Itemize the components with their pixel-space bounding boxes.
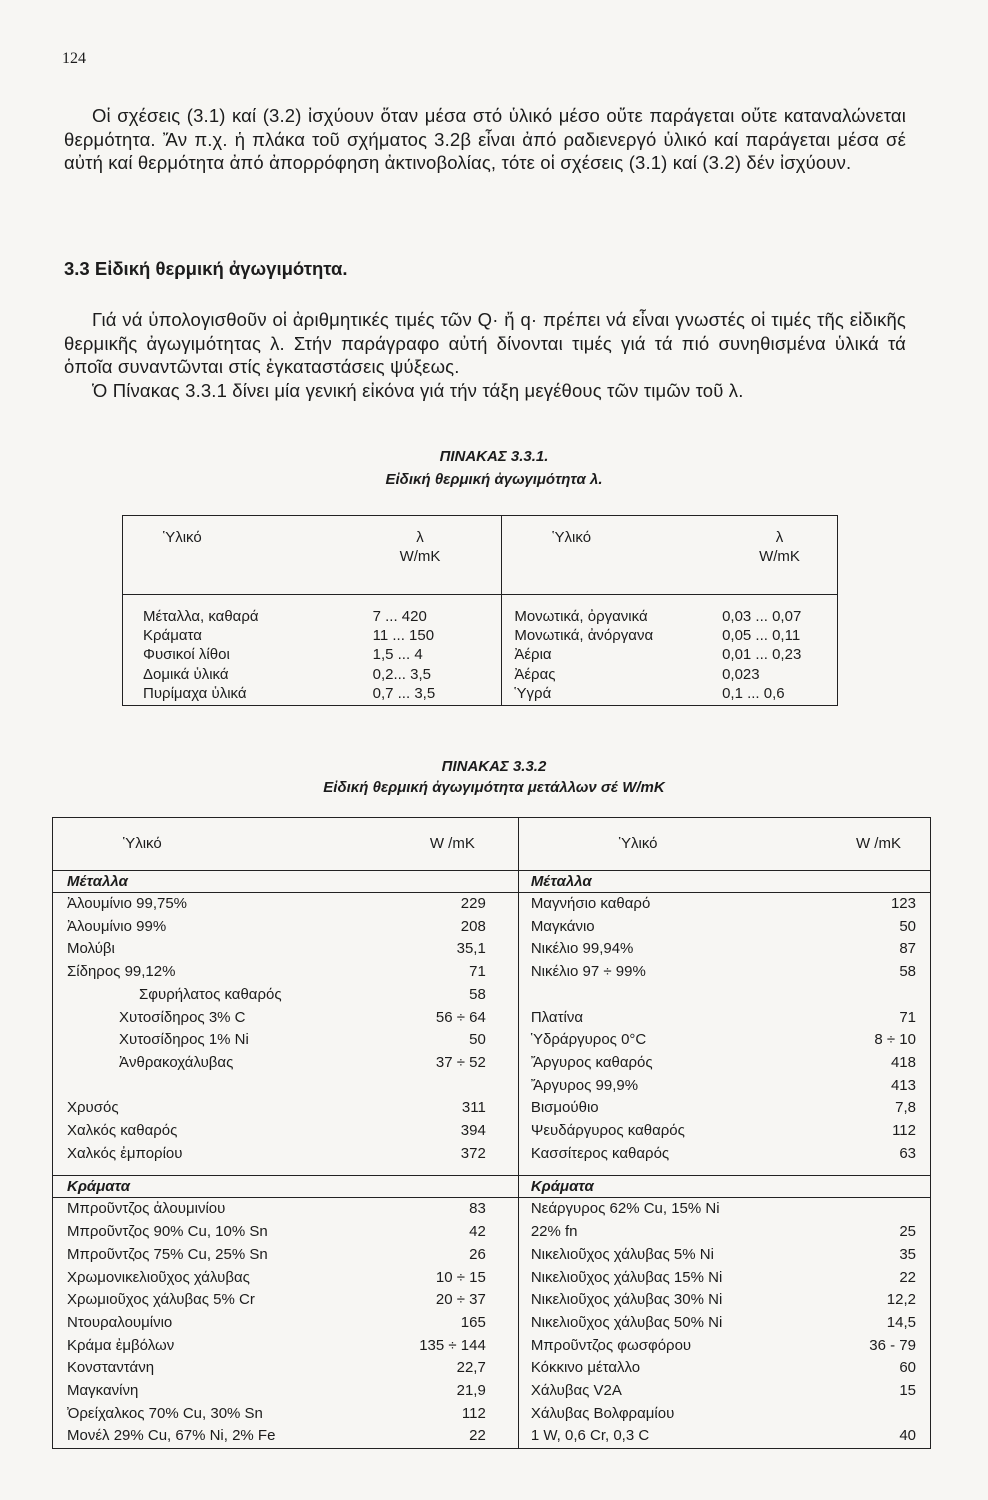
table-row (53, 1357, 931, 1380)
material-name: Ἀλουμίνιο 99,75% (67, 895, 188, 912)
table-row (53, 916, 931, 939)
lambda-value: 123 (890, 895, 916, 912)
material-name: Σίδηρος 99,12% (67, 963, 176, 981)
material-name: Μολύβι (67, 940, 115, 958)
material-name: Ἀέρας (514, 665, 556, 683)
table-row (53, 1244, 931, 1267)
lambda-value: 0,03 ... 0,07 (722, 608, 802, 625)
material-name: Νικελιοῦχος χάλυβας 50% Ni (530, 1313, 723, 1331)
lambda-value: 36 - 79 (869, 1336, 916, 1354)
lambda-value (827, 1403, 931, 1426)
material-name: Χρυσός (67, 1099, 119, 1117)
material-name: Σφυρήλατος καθαρός (139, 985, 282, 1003)
material-name: Βισμούθιο (530, 1099, 599, 1117)
material-name: Μέταλλα, καθαρά (143, 608, 259, 625)
material-name: 22% fn (530, 1223, 578, 1241)
group-separator (53, 1165, 931, 1176)
material-name: Μπροῦντζος 75% Cu, 25% Sn (67, 1245, 268, 1263)
material-name: Ὀρείχαλκος 70% Cu, 30% Sn (67, 1404, 263, 1422)
lambda-value: 8 ÷ 10 (874, 1031, 916, 1049)
lambda-value: 58 (899, 963, 916, 981)
material-name: Ἀέρια (514, 646, 552, 664)
header-material: Ὑλικό (123, 516, 339, 595)
material-name: Μαγκανίνη (67, 1382, 139, 1400)
paragraph-1: Οἱ σχέσεις (3.1) καί (3.2) ἰσχύουν ὅταν μέσα στό ὑλικό μέσο οὔτε παράγεται οὔτε καταναλώνεται θερμότητα. Ἄν π.χ. ἡ πλάκα τοῦ σχήματος 3.2β εἶναι ἀπό ραδιενεργό ὑλικό καί παράγεται μέσα σέ αὐτή καί θερμότητα ἀπό ἀπορρόφηση ἀκτινοβολίας, τότε οἱ σχέσεις (3.1) καί (3.2) δέν ἰσχύουν. (64, 105, 906, 173)
table-header-row (123, 516, 838, 595)
material-name (518, 984, 827, 1007)
lambda-value: 112 (892, 1122, 916, 1140)
section-heading: 3.3 Εἰδική θερμική ἀγωγιμότητα. (64, 258, 348, 279)
lambda-value: 418 (890, 1053, 916, 1071)
material-name: Ἄργυρος καθαρός (530, 1053, 653, 1071)
group-row-metals (53, 871, 931, 893)
alloys-rows (53, 1198, 931, 1449)
table-row (53, 1052, 931, 1075)
lambda-value: 0,05 ... 0,11 (722, 627, 801, 645)
lambda-value: 394 (387, 1120, 518, 1143)
group-label: Κράματα (53, 1176, 387, 1198)
material-name: Χαλκός ἐμπορίου (67, 1144, 183, 1162)
table-body-row (123, 595, 838, 706)
table-header-row (53, 818, 931, 871)
material-name: Μονωτικά, ὀργανικά (514, 608, 648, 625)
group-label-right: Μέταλλα (518, 871, 827, 893)
paragraph-intro (64, 104, 906, 175)
table-row (53, 1403, 931, 1426)
table-row (53, 984, 931, 1007)
table1-caption-title: ΠΙΝΑΚΑΣ 3.3.1. (439, 448, 549, 465)
header-material-right: Ὑλικό (518, 818, 827, 871)
lambda-value: 58 (387, 984, 518, 1007)
material-name: 1 W, 0,6 Cr, 0,3 C (530, 1427, 650, 1445)
lambda-value: 22,7 (387, 1357, 518, 1380)
right-values (722, 595, 837, 706)
lambda-value (827, 984, 931, 1007)
material-name: Ἄργυρος 99,9% (530, 1076, 639, 1094)
material-name: Χυτοσίδηρος 3% C (119, 1008, 246, 1026)
material-name: Κονσταντάνη (67, 1359, 155, 1377)
material-name: Νεάργυρος 62% Cu, 15% Ni (530, 1200, 720, 1218)
lambda-value: 50 (899, 917, 916, 935)
lambda-value: 11 ... 150 (372, 627, 435, 645)
table-row (53, 1120, 931, 1143)
lambda-value: 0,1 ... 0,6 (722, 684, 785, 702)
table-row (53, 1380, 931, 1403)
table-row (53, 961, 931, 984)
lambda-value: 413 (890, 1076, 916, 1094)
header-lambda-right (722, 516, 837, 595)
lambda-value: 21,9 (387, 1380, 518, 1403)
header-material: Ὑλικό (53, 818, 387, 871)
lambda-value: 7 ... 420 (372, 608, 427, 625)
table-row (53, 1198, 931, 1221)
metals-rows (53, 893, 931, 1166)
material-name: Μονωτικά, ἀνόργανα (514, 627, 654, 645)
lambda-value: 40 (899, 1427, 916, 1445)
lambda-value: 0,2... 3,5 (372, 665, 431, 683)
paragraph-3: Ὁ Πίνακας 3.3.1 δίνει μία γενική εἰκόνα γιά τήν τάξη μεγέθους τῶν τιμῶν τοῦ λ. (92, 379, 744, 401)
lambda-value: 56 ÷ 64 (387, 1007, 518, 1030)
material-name: Ἀνθρακοχάλυβας (119, 1053, 234, 1071)
lambda-value: 35 (899, 1245, 916, 1263)
lambda-value: 50 (387, 1029, 518, 1052)
left-values (339, 595, 502, 706)
lambda-value: 0,023 (722, 665, 760, 683)
lambda-value: 71 (387, 961, 518, 984)
table-row (53, 1335, 931, 1358)
page-number: 124 (62, 50, 86, 67)
lambda-value: 20 ÷ 37 (387, 1289, 518, 1312)
group-label: Μέταλλα (53, 871, 387, 893)
material-name: Δομικά ὑλικά (143, 665, 229, 683)
material-name: Νικελιοῦχος χάλυβας 15% Ni (530, 1268, 723, 1286)
lambda-value: 63 (899, 1144, 916, 1162)
lambda-value: 37 ÷ 52 (387, 1052, 518, 1075)
paragraph-section (64, 308, 906, 402)
lambda-value: 1,5 ... 4 (372, 646, 423, 664)
lambda-value: 0,7 ... 3,5 (372, 684, 436, 702)
lambda-value: 15 (899, 1382, 916, 1400)
lambda-value: 22 (899, 1268, 916, 1286)
material-name: Ψευδάργυρος καθαρός (530, 1122, 685, 1140)
material-name: Νικελιοῦχος χάλυβας 30% Ni (530, 1291, 723, 1309)
material-name: Νικέλιο 97 ÷ 99% (530, 963, 646, 981)
header-unit-right: W /mK (827, 818, 931, 871)
lambda-value: 42 (387, 1221, 518, 1244)
lambda-value: 83 (387, 1198, 518, 1221)
material-name: Κασσίτερος καθαρός (530, 1144, 670, 1162)
material-name: Χάλυβας V2A (530, 1382, 622, 1400)
lambda-value: 25 (899, 1223, 916, 1241)
lambda-value: 112 (387, 1403, 518, 1426)
lambda-value: 12,2 (886, 1291, 916, 1309)
lambda-value: 208 (387, 916, 518, 939)
header-lambda-unit: W/mK (399, 548, 441, 565)
lambda-value: 60 (899, 1359, 916, 1377)
lambda-value: 71 (899, 1008, 916, 1026)
table-row (53, 1267, 931, 1290)
header-unit: W /mK (387, 818, 518, 871)
lambda-value: 311 (387, 1097, 518, 1120)
paragraph-2: Γιά νά ὑπολογισθοῦν οἱ ἀριθμητικές τιμές τῶν Q· ἤ q· πρέπει νά εἶναι γνωστές οἱ τιμές τῆς εἰδικῆς θερμικῆς ἀγωγιμότητας λ. Στήν παράγραφο αὐτή δίνονται τιμές γιά τά πιό συνηθισμένα ὑλικά τά ὁποῖα συναντῶνται στίς ἐγκαταστάσεις ψύξεως. (64, 309, 906, 377)
material-name: Χρωμιοῦχος χάλυβας 5% Cr (67, 1291, 255, 1309)
lambda-value: 22 (387, 1425, 518, 1448)
table-row (53, 1029, 931, 1052)
material-name: Μπροῦντζος 90% Cu, 10% Sn (67, 1223, 268, 1241)
table-row (53, 1221, 931, 1244)
material-name: Ἀλουμίνιο 99% (67, 917, 167, 935)
lambda-value: 135 ÷ 144 (387, 1335, 518, 1358)
material-name: Μονέλ 29% Cu, 67% Ni, 2% Fe (67, 1427, 276, 1445)
group-label-right: Κράματα (518, 1176, 827, 1198)
lambda-value: 10 ÷ 15 (387, 1267, 518, 1290)
table-row (53, 1097, 931, 1120)
material-name: Ντουραλουμίνιο (67, 1313, 173, 1331)
material-name: Χάλυβας Βολφραμίου (530, 1404, 675, 1422)
material-name: Κράματα (143, 627, 202, 645)
table-general-conductivity (122, 515, 838, 706)
material-name: Χυτοσίδηρος 1% Ni (119, 1031, 249, 1049)
lambda-value: 229 (387, 893, 518, 916)
group-row-alloys (53, 1176, 931, 1198)
material-name: Πυρίμαχα ὑλικά (143, 684, 247, 702)
lambda-value: 372 (387, 1143, 518, 1166)
header-lambda (339, 516, 502, 595)
material-name: Χρωμονικελιοῦχος χάλυβας (67, 1268, 250, 1286)
left-materials (123, 595, 339, 706)
table-row (53, 1425, 931, 1448)
lambda-value: 26 (387, 1244, 518, 1267)
header-lambda-symbol-right: λ (775, 529, 784, 546)
material-name: Κόκκινο μέταλλο (530, 1359, 641, 1377)
header-lambda-symbol: λ (416, 529, 424, 546)
table-row (53, 893, 931, 916)
material-name: Πλατίνα (530, 1008, 584, 1026)
header-material-right: Ὑλικό (502, 516, 722, 595)
material-name: Ὑγρά (514, 684, 552, 702)
lambda-value: 14,5 (886, 1313, 916, 1331)
table-metal-conductivity (52, 817, 931, 1449)
header-lambda-unit-right: W/mK (759, 548, 800, 565)
material-name: Μπροῦντζος φωσφόρου (530, 1336, 692, 1354)
table-row (53, 1143, 931, 1166)
lambda-value: 7,8 (895, 1099, 916, 1117)
material-name: Μπροῦντζος ἀλουμινίου (67, 1200, 226, 1218)
table2-caption-subtitle: Εἰδική θερμική ἀγωγιμότητα μετάλλων σέ W/mK (323, 779, 665, 796)
material-name: Μαγνήσιο καθαρό (530, 895, 651, 912)
material-name: Ὑδράργυρος 0°C (530, 1031, 647, 1049)
table-row (53, 1075, 931, 1098)
table-row (53, 1007, 931, 1030)
lambda-value: 87 (899, 940, 916, 958)
table-row (53, 1289, 931, 1312)
material-name: Μαγκάνιο (530, 917, 595, 935)
lambda-value (387, 1075, 518, 1098)
table1-caption-subtitle: Εἰδική θερμική ἀγωγιμότητα λ. (385, 471, 603, 488)
table-row (53, 938, 931, 961)
material-name: Κράμα ἐμβόλων (67, 1336, 175, 1354)
table2-caption-title: ΠΙΝΑΚΑΣ 3.3.2 (441, 758, 547, 775)
lambda-value: 165 (387, 1312, 518, 1335)
right-materials (502, 595, 722, 706)
lambda-value: 35,1 (387, 938, 518, 961)
lambda-value: 0,01 ... 0,23 (722, 646, 802, 664)
material-name: Φυσικοί λίθοι (143, 646, 230, 664)
lambda-value (827, 1198, 931, 1221)
material-name: Νικελιοῦχος χάλυβας 5% Ni (530, 1245, 714, 1263)
table-row (53, 1312, 931, 1335)
material-name: Χαλκός καθαρός (67, 1122, 178, 1140)
material-name: Νικέλιο 99,94% (530, 940, 634, 958)
material-name (53, 1075, 387, 1098)
